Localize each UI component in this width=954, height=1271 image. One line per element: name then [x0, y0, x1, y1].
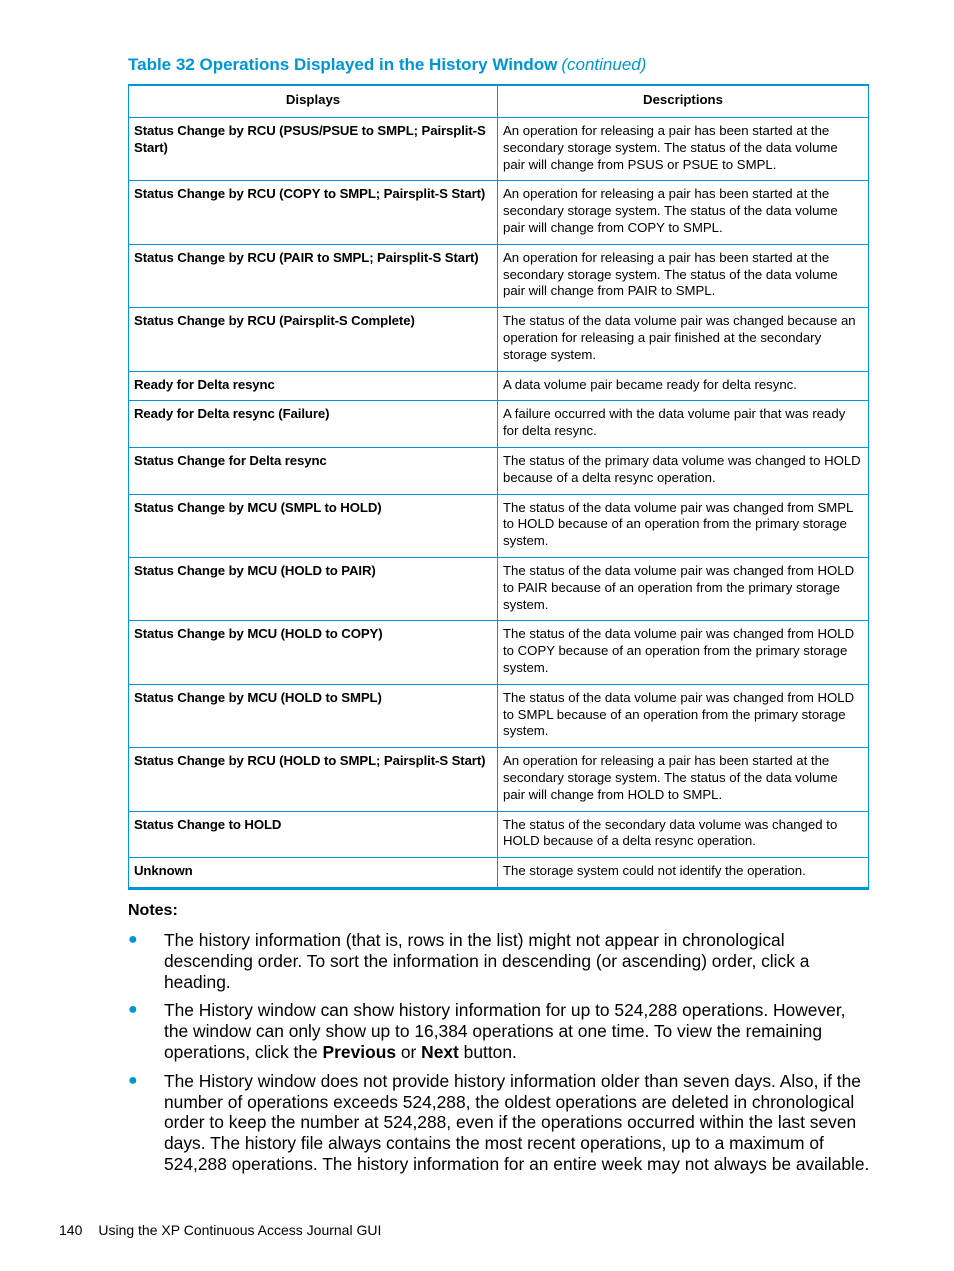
description-cell: The status of the primary data volume was changed to HOLD because of a delta resync operation.: [498, 447, 869, 494]
table-caption-title: Table 32 Operations Displayed in the History Window: [128, 55, 558, 74]
description-cell: An operation for releasing a pair has been started at the secondary storage system. The status of the data volume pair will change from HOLD to SMPL.: [498, 748, 869, 811]
display-cell: Status Change by MCU (HOLD to SMPL): [129, 684, 498, 747]
display-cell: Status Change by MCU (HOLD to PAIR): [129, 557, 498, 620]
note-text: The history information (that is, rows in the list) might not appear in chronological descending order. To sort the information in descending (or ascending) order, click a heading.: [164, 930, 810, 992]
next-button-reference: Next: [421, 1041, 459, 1062]
description-cell: The status of the data volume pair was changed from SMPL to HOLD because of an operation from the primary storage system.: [498, 494, 869, 557]
description-cell: A failure occurred with the data volume pair that was ready for delta resync.: [498, 401, 869, 448]
table-row: [129, 244, 869, 307]
note-item: [128, 1071, 873, 1175]
table-row: [129, 447, 869, 494]
notes-heading: Notes:: [128, 902, 178, 919]
table-caption: [128, 55, 646, 75]
page-footer: [59, 1222, 381, 1238]
operations-table: [128, 84, 869, 890]
table-caption-continued: (continued): [561, 55, 647, 74]
table-row: [129, 371, 869, 401]
description-cell: The status of the secondary data volume was changed to HOLD because of a delta resync operation.: [498, 811, 869, 858]
description-cell: The storage system could not identify the operation.: [498, 858, 869, 889]
previous-button-reference: Previous: [322, 1041, 396, 1062]
table-header-row: [129, 85, 869, 118]
note-text: The History window can show history information for up to 524,288 operations. However, the window can only show up to 16,384 operations at one time. To view the remaining operations, click the: [164, 1000, 846, 1062]
column-header-descriptions: Descriptions: [498, 85, 869, 118]
description-cell: The status of the data volume pair was changed from HOLD to COPY because of an operation from the primary storage system.: [498, 621, 869, 684]
note-text: The History window does not provide history information older than seven days. Also, if the number of operations exceeds 524,288, the oldest operations are deleted in chronological order to keep the number at 524,288, even if the operations occurred within the last seven days. The history file always contains the most recent operations, up to a maximum of 524,288 operations. The history information for an entire week may not always be available.: [164, 1070, 870, 1174]
display-cell: Status Change by MCU (HOLD to COPY): [129, 621, 498, 684]
description-cell: A data volume pair became ready for delta resync.: [498, 371, 869, 401]
notes-list: [128, 930, 873, 1183]
bullet-icon: ●: [128, 1001, 138, 1019]
table-row: [129, 748, 869, 811]
display-cell: Ready for Delta resync (Failure): [129, 401, 498, 448]
description-cell: An operation for releasing a pair has been started at the secondary storage system. The status of the data volume pair will change from PSUS or PSUE to SMPL.: [498, 118, 869, 181]
display-cell: Unknown: [129, 858, 498, 889]
display-cell: Ready for Delta resync: [129, 371, 498, 401]
description-cell: An operation for releasing a pair has been started at the secondary storage system. The status of the data volume pair will change from COPY to SMPL.: [498, 181, 869, 244]
table-row: [129, 858, 869, 889]
note-text-end: button.: [458, 1041, 517, 1062]
table-row: [129, 494, 869, 557]
display-cell: Status Change by RCU (PAIR to SMPL; Pairsplit-S Start): [129, 244, 498, 307]
page-number: 140: [59, 1222, 83, 1238]
table-row: [129, 621, 869, 684]
table-row: [129, 401, 869, 448]
note-text-mid: or: [396, 1041, 422, 1062]
bullet-icon: ●: [128, 1071, 138, 1089]
table-row: [129, 308, 869, 371]
display-cell: Status Change for Delta resync: [129, 447, 498, 494]
display-cell: Status Change by RCU (Pairsplit-S Complete): [129, 308, 498, 371]
bullet-icon: ●: [128, 931, 138, 948]
table-row: [129, 684, 869, 747]
description-cell: The status of the data volume pair was changed from HOLD to SMPL because of an operation from the primary storage system.: [498, 684, 869, 747]
display-cell: Status Change by RCU (PSUS/PSUE to SMPL; Pairsplit-S Start): [129, 118, 498, 181]
display-cell: Status Change by RCU (COPY to SMPL; Pairsplit-S Start): [129, 181, 498, 244]
table-row: [129, 118, 869, 181]
description-cell: The status of the data volume pair was changed because an operation for releasing a pair finished at the secondary storage system.: [498, 308, 869, 371]
table-row: [129, 181, 869, 244]
table-row: [129, 811, 869, 858]
note-item: [128, 930, 873, 992]
column-header-displays: Displays: [129, 85, 498, 118]
footer-title: Using the XP Continuous Access Journal GUI: [98, 1222, 382, 1238]
display-cell: Status Change to HOLD: [129, 811, 498, 858]
description-cell: An operation for releasing a pair has been started at the secondary storage system. The status of the data volume pair will change from PAIR to SMPL.: [498, 244, 869, 307]
note-item: [128, 1000, 873, 1062]
table-body: [129, 118, 869, 889]
table-row: [129, 557, 869, 620]
description-cell: The status of the data volume pair was changed from HOLD to PAIR because of an operation from the primary storage system.: [498, 557, 869, 620]
display-cell: Status Change by RCU (HOLD to SMPL; Pairsplit-S Start): [129, 748, 498, 811]
display-cell: Status Change by MCU (SMPL to HOLD): [129, 494, 498, 557]
